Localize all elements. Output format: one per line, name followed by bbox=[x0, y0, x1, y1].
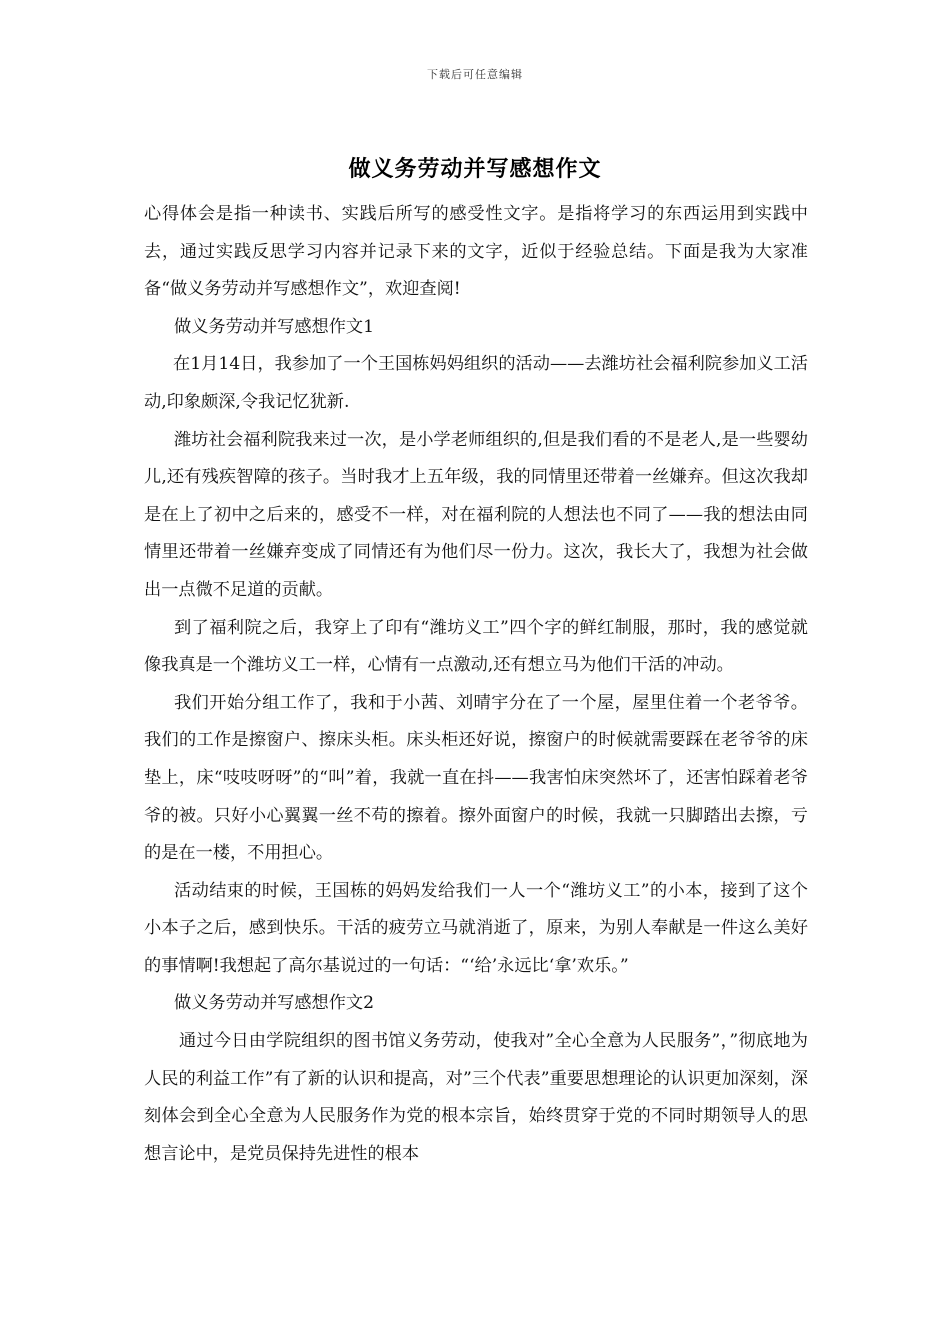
header-note: 下载后可任意编辑 bbox=[427, 68, 523, 81]
intro-paragraph: 心得体会是指一种读书、实践后所写的感受性文字。是指将学习的东西运用到实践中去，通过实践反思学习内容并记录下来的文字，近似于经验总结。下面是我为大家准备“做义务劳动并写感想作文”，欢迎查阅! bbox=[144, 204, 808, 300]
body-paragraph: 在1月14日，我参加了一个王国栋妈妈组织的活动——去潍坊社会福利院参加义工活动,印象颇深,令我记忆犹新. bbox=[144, 354, 808, 412]
section-heading-1: 做义务劳动并写感想作文1 bbox=[174, 316, 374, 337]
section-heading-2: 做义务劳动并写感想作文2 bbox=[174, 993, 374, 1014]
body-paragraph: 活动结束的时候，王国栋的妈妈发给我们一人一个“潍坊义工”的小本，接到了这个小本子之后，感到快乐。干活的疲劳立马就消逝了，原来，为别人奉献是一件这么美好的事情啊!我想起了高尔基说过的一句话：“‘给’永远比‘拿’欢乐。” bbox=[144, 880, 808, 976]
body-paragraph: 到了福利院之后，我穿上了印有“潍坊义工”四个字的鲜红制服，那时，我的感觉就像我真是一个潍坊义工一样，心情有一点激动,还有想立马为他们干活的冲动。 bbox=[144, 617, 808, 676]
body-paragraph: 潍坊社会福利院我来过一次，是小学老师组织的,但是我们看的不是老人,是一些婴幼儿,还有残疾智障的孩子。当时我才上五年级，我的同情里还带着一丝嫌弃。但这次我却是在上了初中之后来的，感受不一样，对在福利院的人想法也不同了——我的想法由同情里还带着一丝嫌弃变成了同情还有为他们尽一份力。这次，我长大了，我想为社会做出一点微不足道的贡献。 bbox=[144, 429, 808, 600]
document-title: 做义务劳动并写感想作文 bbox=[348, 156, 602, 182]
body-paragraph: 通过今日由学院组织的图书馆义务劳动，使我对”全心全意为人民服务”，”彻底地为人民的利益工作”有了新的认识和提高，对”三个代表”重要思想理论的认识更加深刻，深刻体会到全心全意为人民服务作为党的根本宗旨，始终贯穿于党的不同时期领导人的思想言论中，是党员保持先进性的根本 bbox=[144, 1031, 808, 1164]
body-paragraph: 我们开始分组工作了，我和于小茜、刘晴宇分在了一个屋，屋里住着一个老爷爷。我们的工作是擦窗户、擦床头柜。床头柜还好说，擦窗户的时候就需要踩在老爷爷的床垫上，床“吱吱呀呀”的“叫”着，我就一直在抖——我害怕床突然坏了，还害怕踩着老爷爷的被。只好小心翼翼一丝不苟的擦着。擦外面窗户的时候，我就一只脚踏出去擦，亏的是在一楼，不用担心。 bbox=[144, 692, 808, 864]
document-body bbox=[144, 196, 808, 1173]
